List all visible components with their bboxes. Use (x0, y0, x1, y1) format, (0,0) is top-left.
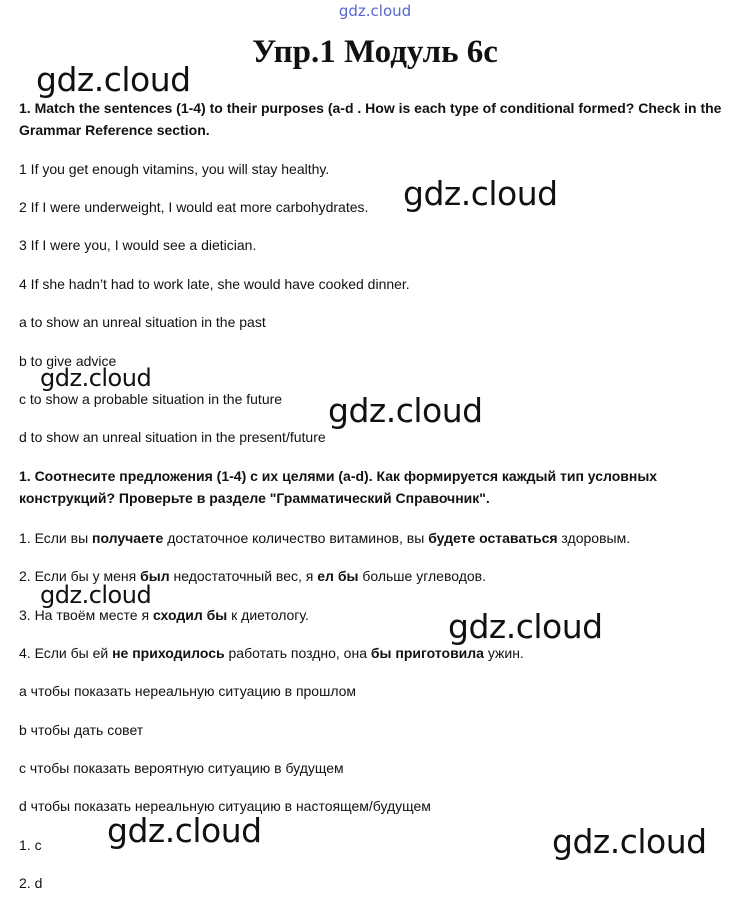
russian-heading: 1. Соотнесите предложения (1-4) с их целями (a-d). Как формируется каждый тип условных конструкций? Проверьте в разделе "Грамматический Справочник". (19, 468, 658, 506)
english-sentence-4: 4 If she hadn’t had to work late, she would have cooked dinner. (19, 276, 410, 292)
watermark: gdz.cloud (107, 811, 262, 850)
russian-purpose-b: b чтобы дать совет (19, 722, 144, 738)
answer-2: 2. d (19, 875, 43, 891)
english-sentence-2: 2 If I were underweight, I would eat more carbohydrates. (19, 199, 369, 215)
english-sentence-1: 1 If you get enough vitamins, you will stay healthy. (19, 161, 330, 177)
russian-sentence-4: 4. Если бы ей не приходилось работать поздно, она бы приготовила ужин. (19, 645, 524, 661)
page-title: Упр.1 Модуль 6c (252, 34, 498, 70)
russian-purpose-a: a чтобы показать нереальную ситуацию в прошлом (19, 683, 357, 699)
watermark: gdz.cloud (36, 60, 191, 99)
russian-purpose-d: d чтобы показать нереальную ситуацию в настоящем/будущем (19, 798, 431, 814)
russian-sentence-3: 3. На твоём месте я сходил бы к диетологу. (19, 607, 309, 623)
english-sentence-3: 3 If I were you, I would see a dietician. (19, 237, 257, 253)
english-purpose-c: c to show a probable situation in the future (19, 391, 283, 407)
watermark: gdz.cloud (552, 822, 707, 861)
answer-1: 1. c (19, 837, 42, 853)
site-link[interactable]: gdz.cloud (338, 2, 412, 20)
russian-purpose-c: c чтобы показать вероятную ситуацию в будущем (19, 760, 344, 776)
russian-sentence-1: 1. Если вы получаете достаточное количество витаминов, вы будете оставаться здоровым. (19, 530, 631, 546)
watermark: gdz.cloud (328, 391, 483, 430)
watermark: gdz.cloud (448, 607, 603, 646)
english-purpose-d: d to show an unreal situation in the present/future (19, 429, 326, 445)
russian-sentence-2: 2. Если бы у меня был недостаточный вес, я ел бы больше углеводов. (19, 568, 486, 584)
watermark: gdz.cloud (40, 581, 152, 609)
english-purpose-b: b to give advice (19, 353, 117, 369)
watermark: gdz.cloud (40, 364, 152, 392)
english-purpose-a: a to show an unreal situation in the past (19, 314, 266, 330)
english-heading: 1. Match the sentences (1-4) to their purposes (a-d . How is each type of conditional formed? Check in the Grammar Reference section. (19, 100, 722, 138)
watermark: gdz.cloud (403, 174, 558, 213)
